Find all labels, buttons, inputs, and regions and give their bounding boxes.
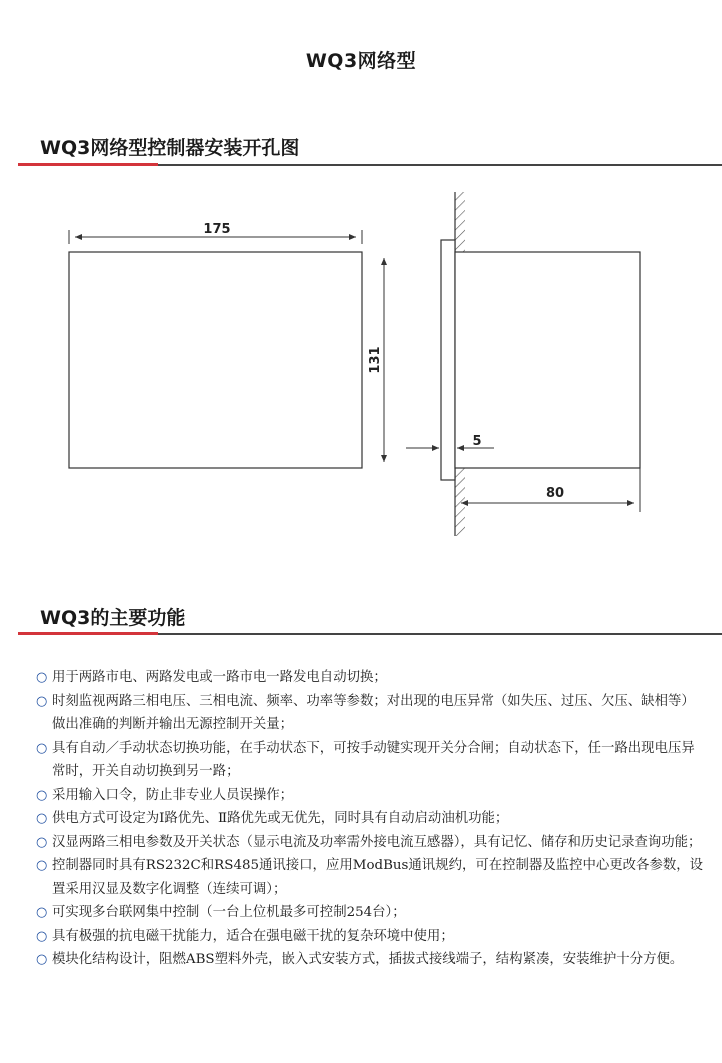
feature-item: ○ 用于两路市电、两路发电或一路市电一路发电自动切换；	[36, 666, 704, 690]
feature-item: ○ 控制器同时具有RS232C和RS485通讯接口，应用ModBus通讯规约，可在控制器及监控中心更改各参数，设置采用汉显及数字化调整（连续可调）；	[36, 854, 704, 901]
dim-depth-label: 80	[545, 486, 565, 501]
section-title-install: WQ3网络型控制器安装开孔图	[40, 137, 300, 159]
circle-bullet-icon: ○	[36, 905, 48, 920]
circle-bullet-icon: ○	[36, 858, 48, 873]
cutout-drawing	[0, 170, 722, 570]
feature-item: ○ 时刻监视两路三相电压、三相电流、频率、功率等参数；对出现的电压异常（如失压、过压、欠压、缺相等）做出准确的判断并输出无源控制开关量；	[36, 690, 704, 737]
feature-item: ○ 汉显两路三相电参数及开关状态（显示电流及功率需外接电流互感器），具有记忆、储存和历史记录查询功能；	[36, 831, 704, 855]
dim-height-label: 131	[368, 346, 383, 374]
device-body	[455, 252, 640, 468]
divider-accent	[18, 632, 158, 635]
page-title: WQ3网络型	[305, 50, 417, 72]
circle-bullet-icon: ○	[36, 952, 48, 967]
circle-bullet-icon: ○	[36, 787, 48, 803]
feature-item: ○ 具有自动／手动状态切换功能，在手动状态下，可按手动键实现开关分合闸；自动状态下，任一路出现电压异常时，开关自动切换到另一路；	[36, 737, 704, 784]
circle-bullet-icon: ○	[36, 670, 48, 685]
cutout-diagram	[0, 170, 722, 570]
dim-panel-label: 5	[472, 434, 482, 449]
circle-bullet-icon: ○	[36, 740, 48, 756]
feature-item: ○ 模块化结构设计，阻燃ABS塑料外壳，嵌入式安装方式，插拔式接线端子，结构紧凑，安装维护十分方便。	[36, 948, 704, 972]
front-bezel	[441, 240, 455, 480]
section-title-functions: WQ3的主要功能	[40, 607, 186, 629]
divider-accent	[18, 163, 158, 166]
circle-bullet-icon: ○	[36, 834, 48, 850]
cutout-rectangle	[69, 252, 362, 468]
feature-item: ○ 采用输入口令，防止非专业人员误操作；	[36, 784, 704, 808]
feature-item: ○ 可实现多台联网集中控制（一台上位机最多可控制254台）；	[36, 901, 704, 925]
section-divider-functions	[18, 633, 722, 635]
feature-item: ○ 具有极强的抗电磁干扰能力，适合在强电磁干扰的复杂环境中使用；	[36, 925, 704, 949]
circle-bullet-icon: ○	[36, 693, 48, 709]
feature-list	[36, 666, 704, 972]
section-divider-install	[18, 164, 722, 166]
feature-item: ○ 供电方式可设定为Ⅰ路优先、Ⅱ路优先或无优先，同时具有自动启动油机功能；	[36, 807, 704, 831]
circle-bullet-icon: ○	[36, 811, 48, 826]
circle-bullet-icon: ○	[36, 928, 48, 944]
dim-width-label: 175	[203, 222, 231, 237]
